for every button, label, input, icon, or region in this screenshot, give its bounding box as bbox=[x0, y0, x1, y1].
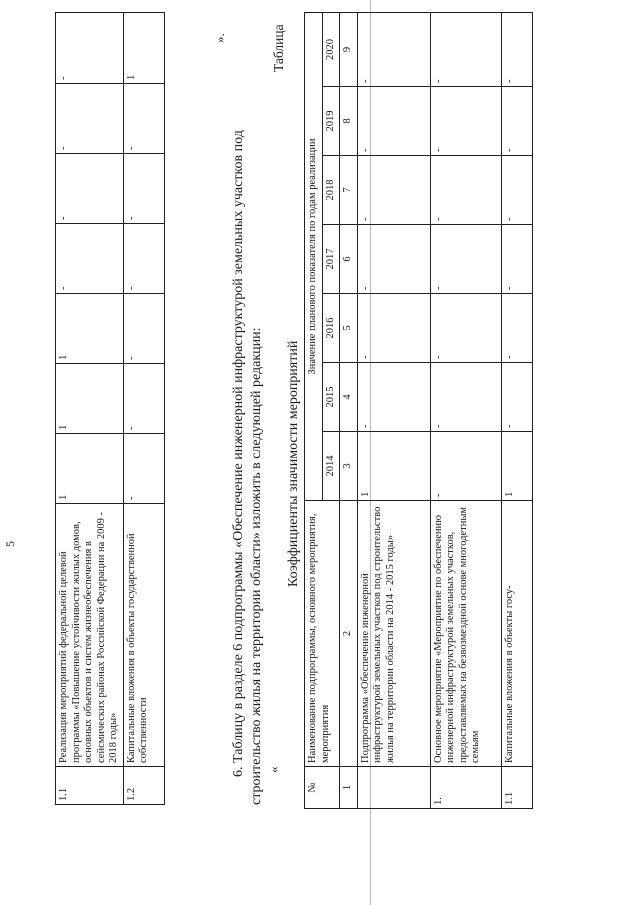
value-cell: - bbox=[123, 224, 164, 294]
closing-quote: ». bbox=[212, 33, 227, 43]
value-cell: - bbox=[430, 156, 501, 225]
value-cell: - bbox=[56, 154, 124, 224]
column-number: 2 bbox=[340, 501, 358, 767]
year-header: 2015 bbox=[322, 363, 340, 432]
value-cell: - bbox=[56, 84, 124, 154]
value-cell: - bbox=[430, 225, 501, 294]
year-header: 2018 bbox=[322, 156, 340, 225]
paragraph-line-1: 6. Таблицу в разделе 6 подпрограммы «Обеспечение инженерной инфраструктурой земельных участков под bbox=[231, 130, 246, 777]
value-cell: - bbox=[430, 432, 501, 501]
table-label: Таблица bbox=[271, 24, 286, 72]
column-number: 6 bbox=[340, 225, 358, 294]
value-cell: - bbox=[357, 294, 430, 363]
value-cell: - bbox=[56, 13, 124, 84]
value-cell: 1 bbox=[56, 434, 124, 504]
value-cell: - bbox=[430, 294, 501, 363]
value-cell: - bbox=[501, 156, 532, 225]
row-number: 1.1 bbox=[56, 767, 124, 805]
opening-quote: « bbox=[266, 766, 281, 773]
value-cell: - bbox=[430, 363, 501, 432]
table-row bbox=[430, 12, 501, 808]
row-number: 1. bbox=[430, 767, 501, 809]
column-number: 1 bbox=[340, 767, 358, 809]
column-number: 9 bbox=[340, 12, 358, 86]
table-row bbox=[123, 13, 164, 805]
value-cell: 1 bbox=[56, 364, 124, 434]
header-num: № bbox=[305, 767, 340, 809]
row-text: Подпрограмма «Обеспечение инженерной инфраструктурой земельных участков под строительство жилья на территории области на 2014 - 2015 годы» bbox=[357, 501, 430, 767]
value-cell: - bbox=[501, 225, 532, 294]
value-cell: - bbox=[123, 364, 164, 434]
value-cell: - bbox=[123, 84, 164, 154]
row-number: 1.2 bbox=[123, 767, 164, 805]
row-number: 1.1 bbox=[501, 767, 532, 809]
value-cell: - bbox=[357, 363, 430, 432]
value-cell: - bbox=[357, 156, 430, 225]
page-number: 5 bbox=[3, 541, 17, 547]
value-cell: 1 bbox=[123, 13, 164, 84]
row-text: Капитальные вложения в объекты государственной собственности bbox=[123, 504, 164, 767]
value-cell: 1 bbox=[56, 294, 124, 364]
value-cell: - bbox=[501, 12, 532, 86]
table-title: Коэффициенты значимости мероприятий bbox=[286, 340, 301, 587]
column-number: 3 bbox=[340, 432, 358, 501]
table-row bbox=[56, 13, 124, 805]
column-number: 8 bbox=[340, 87, 358, 156]
coefficients-table bbox=[304, 12, 533, 809]
value-cell: - bbox=[501, 294, 532, 363]
year-header: 2016 bbox=[322, 294, 340, 363]
table-row bbox=[357, 12, 430, 808]
row-text: Капитальные вложения в объекты госу- bbox=[501, 501, 532, 767]
value-cell: - bbox=[357, 225, 430, 294]
value-cell: - bbox=[501, 87, 532, 156]
value-cell: - bbox=[123, 154, 164, 224]
value-cell: - bbox=[430, 87, 501, 156]
paragraph-line-2: строительство жилья на территории области» изложить в следующей редакции: bbox=[249, 327, 264, 805]
header-name: Наименование подпрограммы, основного мероприятия, мероприятия bbox=[305, 501, 340, 767]
value-cell: - bbox=[430, 12, 501, 86]
value-cell: - bbox=[501, 363, 532, 432]
row-text: Реализация мероприятий федеральной целевой программы «Повышение устойчивости жилых домов, основных объектов и систем жизнеобеспечения в сейсмических районах Российской Федерации на 2009 - 2018 годы» bbox=[56, 504, 124, 767]
table-row bbox=[501, 12, 532, 808]
value-cell: 1 bbox=[501, 432, 532, 501]
value-cell: - bbox=[123, 294, 164, 364]
value-cell: - bbox=[357, 87, 430, 156]
year-header: 2017 bbox=[322, 225, 340, 294]
value-cell: - bbox=[56, 224, 124, 294]
continuation-table bbox=[55, 12, 165, 805]
value-cell: - bbox=[123, 434, 164, 504]
value-cell: 1 bbox=[357, 432, 430, 501]
column-number: 4 bbox=[340, 363, 358, 432]
year-header: 2019 bbox=[322, 87, 340, 156]
row-text: Основное мероприятие «Мероприятие по обеспечению инженерной инфраструктурой земельных участков, предоставляемых на безвозмездной основе многодетным семьям bbox=[430, 501, 501, 767]
row-number bbox=[357, 767, 430, 809]
value-cell: - bbox=[357, 12, 430, 86]
header-group: Значение планового показателя по годам реализации bbox=[305, 12, 323, 500]
column-number: 7 bbox=[340, 156, 358, 225]
year-header: 2020 bbox=[322, 12, 340, 86]
column-number: 5 bbox=[340, 294, 358, 363]
year-header: 2014 bbox=[322, 432, 340, 501]
